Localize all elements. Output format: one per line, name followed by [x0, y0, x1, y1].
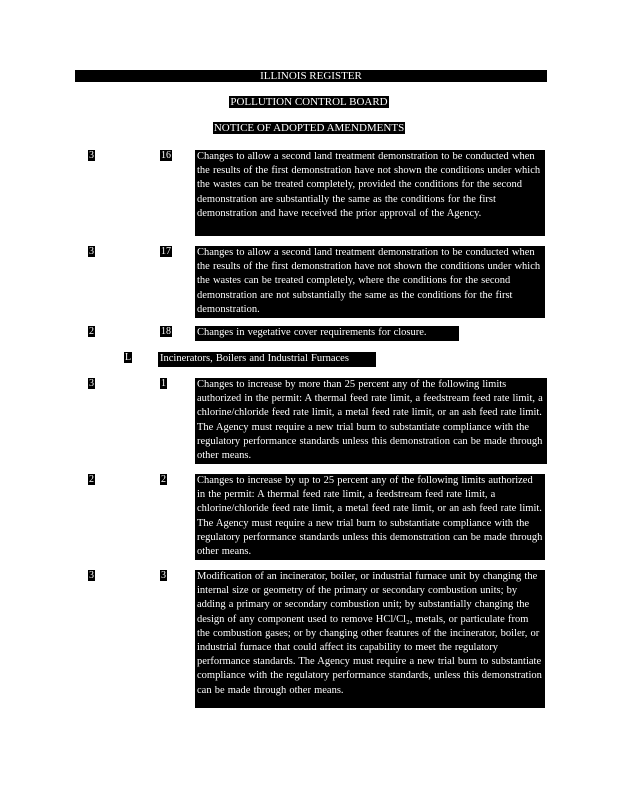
item-paragraph: Changes to increase by more than 25 percent any of the following limits authorized in the permit: A thermal feed rate limit, a feedstream feed rate limit, a chlorine/chloride feed rate limit, a metal feed rate limit, or an ash feed rate limit. The Agency must require a new trial burn to substantiate compliance with the regulatory performance standards unless this demonstration can be made through other means.	[197, 379, 543, 462]
item-text	[195, 570, 545, 708]
item-text	[195, 150, 545, 236]
section-title-text: Incinerators, Boilers and Industrial Furnaces	[160, 353, 349, 364]
section-title	[158, 352, 376, 367]
item-number: 1	[161, 378, 166, 389]
notice-title: NOTICE OF ADOPTED AMENDMENTS	[213, 122, 405, 134]
register-title: ILLINOIS REGISTER	[260, 70, 362, 82]
item-class: 3	[89, 378, 94, 389]
item-paragraph: Changes to increase by up to 25 percent any of the following limits authorized in the permit: A thermal feed rate limit, a feedstream feed rate limit, a chlorine/chloride feed rate limit, a metal feed rate limit, or an ash feed rate limit. The Agency must require a new trial burn to substantiate compliance with the regulatory performance standards unless this demonstration can be made through other means.	[197, 475, 543, 558]
item-number: 18	[161, 326, 171, 337]
item-paragraph: Changes in vegetative cover requirements for closure.	[197, 327, 427, 338]
item-paragraph: Modification of an incinerator, boiler, or industrial furnace unit by changing the internal size or geometry of the primary or secondary combustion units; by adding a primary or secondary combustion unit; by substantially changing the design of any component used to remove HCl/Cl₂, metals, or particulate from the combustion gases; or by changing other features of the incinerator, boiler, or industrial furnace that could affect its capability to meet the regulatory performance standards. The Agency must require a new trial burn to substantiate compliance with the regulatory performance standards, unless this demonstration can be made through other means.	[197, 571, 542, 696]
board-title: POLLUTION CONTROL BOARD	[230, 96, 388, 108]
register-header	[75, 70, 547, 82]
item-text	[195, 378, 547, 464]
board-header	[0, 96, 618, 108]
item-text	[195, 246, 545, 318]
notice-header	[0, 122, 618, 134]
item-text	[195, 474, 545, 560]
item-paragraph: Changes to allow a second land treatment demonstration to be conducted when the results of the first demonstration have not shown the conditions under which the wastes can be treated completely, provided the conditions for the second demonstration are substantially the same as the conditions for the first demonstration and have received the prior approval of the Agency.	[197, 151, 541, 219]
item-number: 2	[161, 474, 166, 485]
section-letter: L	[125, 352, 132, 363]
item-number: 3	[161, 570, 166, 581]
item-number: 17	[161, 246, 171, 257]
item-class: 2	[89, 326, 94, 337]
item-text	[195, 326, 459, 341]
item-class: 2	[89, 474, 94, 485]
item-class: 3	[89, 150, 94, 161]
item-class: 3	[89, 246, 94, 257]
item-class: 3	[89, 570, 94, 581]
item-number: 16	[161, 150, 171, 161]
item-paragraph: Changes to allow a second land treatment demonstration to be conducted when the results of the first demonstration have not shown the conditions under which the wastes can be treated completely, where the conditions for the second demonstration are not substantially the same as the conditions for the first demonstration.	[197, 247, 541, 315]
